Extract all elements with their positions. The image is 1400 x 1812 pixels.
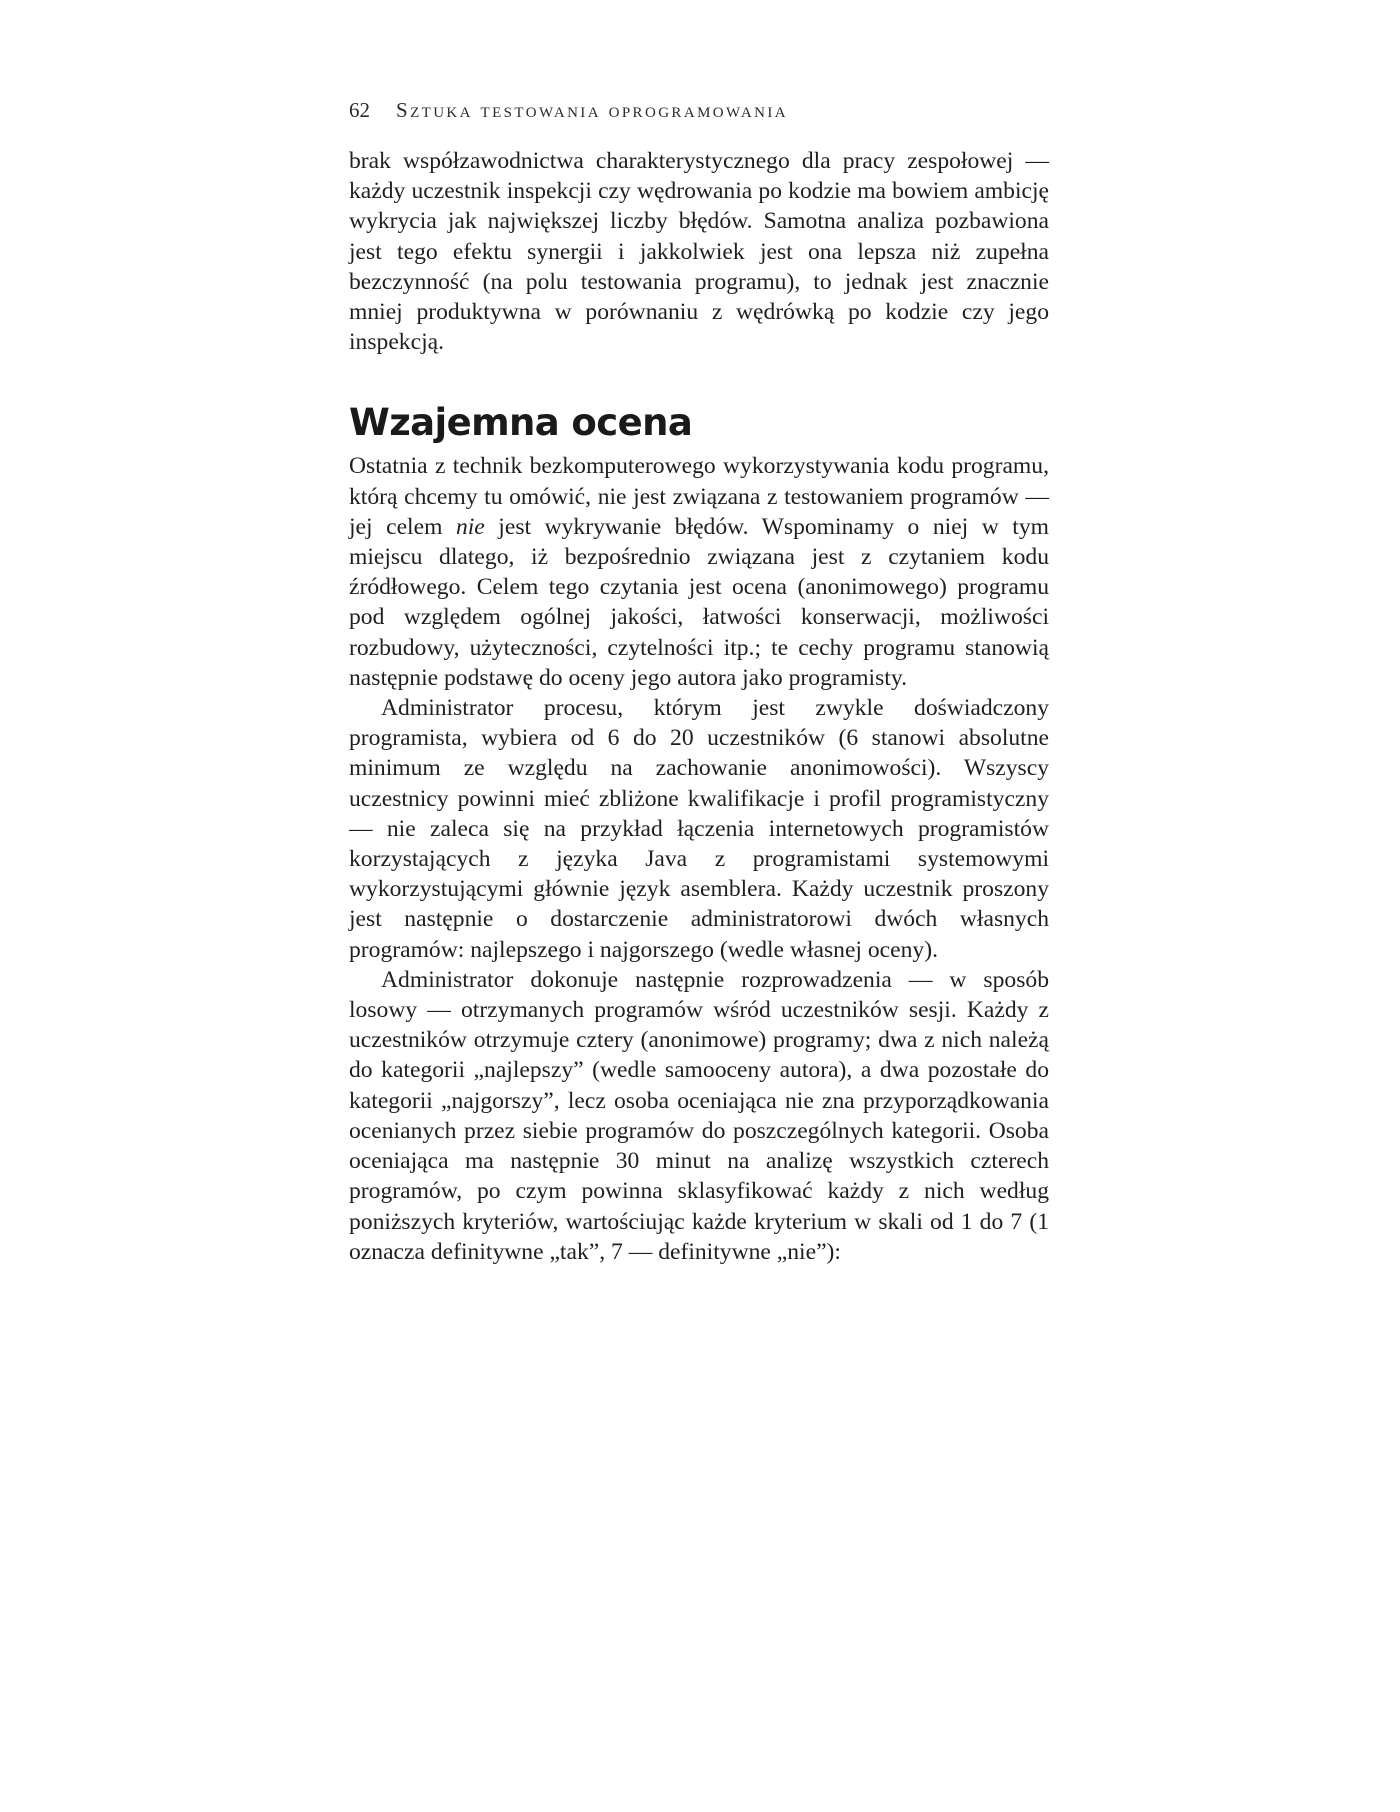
continued-paragraph: brak współzawodnictwa charakterystycznego dla pracy zespołowej — każdy uczestnik inspekcji czy wędrowania po kodzie ma bowiem ambicję wykrycia jak największej liczby błędów. Samotna analiza pozbawiona jest tego efektu synergii i jakkolwiek jest ona lepsza niż zupełna bezczynność (na polu testowania programu), to jednak jest znacznie mniej produktywna w porównaniu z wędrówką po kodzie czy jego inspekcją.	[349, 148, 1049, 356]
paragraph-text-before-emphasis: Ostatnia z technik bezkomputerowego wykorzystywania kodu programu, którą chcemy tu omówić, nie jest związana z testowaniem programów — jej celem	[349, 453, 1049, 540]
main-text	[349, 146, 1049, 1267]
book-page	[349, 96, 1049, 1267]
page-number: 62	[349, 98, 370, 122]
section-paragraph-2: Administrator procesu, którym jest zwykle doświadczony programista, wybiera od 6 do 20 uczestników (6 stanowi absolutne minimum ze względu na zachowanie anonimowości). Wszyscy uczestnicy powinni mieć zbliżone kwalifikacje i profil programistyczny — nie zaleca się na przykład łączenia internetowych programistów korzystających z języka Java z programistami systemowymi wykorzystującymi głównie język asemblera. Każdy uczestnik proszony jest następnie o dostarczenie administratorowi dwóch własnych programów: najlepszego i najgorszego (wedle własnej oceny).	[349, 695, 1049, 963]
section-heading: Wzajemna ocena	[349, 401, 693, 445]
emphasis-word: nie	[455, 513, 485, 540]
section-paragraph-1	[349, 451, 1049, 693]
paragraph-text-after-emphasis: jest wykrywanie błędów. Wspominamy o niej w tym miejscu dlatego, iż bezpośrednio związana jest z czytaniem kodu źródłowego. Celem tego czytania jest ocena (anonimowego) programu pod względem ogólnej jakości, łatwości konserwacji, możliwości rozbudowy, użyteczności, czytelności itp.; te cechy programu stanowią następnie podstawę do oceny jego autora jako programisty.	[349, 513, 1049, 691]
book-title: Sztuka testowania oprogramowania	[396, 98, 789, 122]
section-paragraph-3: Administrator dokonuje następnie rozprowadzenia — w sposób losowy — otrzymanych programów wśród uczestników sesji. Każdy z uczestników otrzymuje cztery (anonimowe) programy; dwa z nich należą do kategorii „najlepszy” (wedle samooceny autora), a dwa pozostałe do kategorii „najgorszy”, lecz osoba oceniająca nie zna przyporządkowania ocenianych przez siebie programów do poszczególnych kategorii. Osoba oceniająca ma następnie 30 minut na analizę wszystkich czterech programów, po czym powinna sklasyfikować każdy z nich według poniższych kryteriów, wartościując każde kryterium w skali od 1 do 7 (1 oznacza definitywne „tak”, 7 — definitywne „nie”):	[349, 966, 1049, 1265]
running-header	[349, 96, 1049, 124]
